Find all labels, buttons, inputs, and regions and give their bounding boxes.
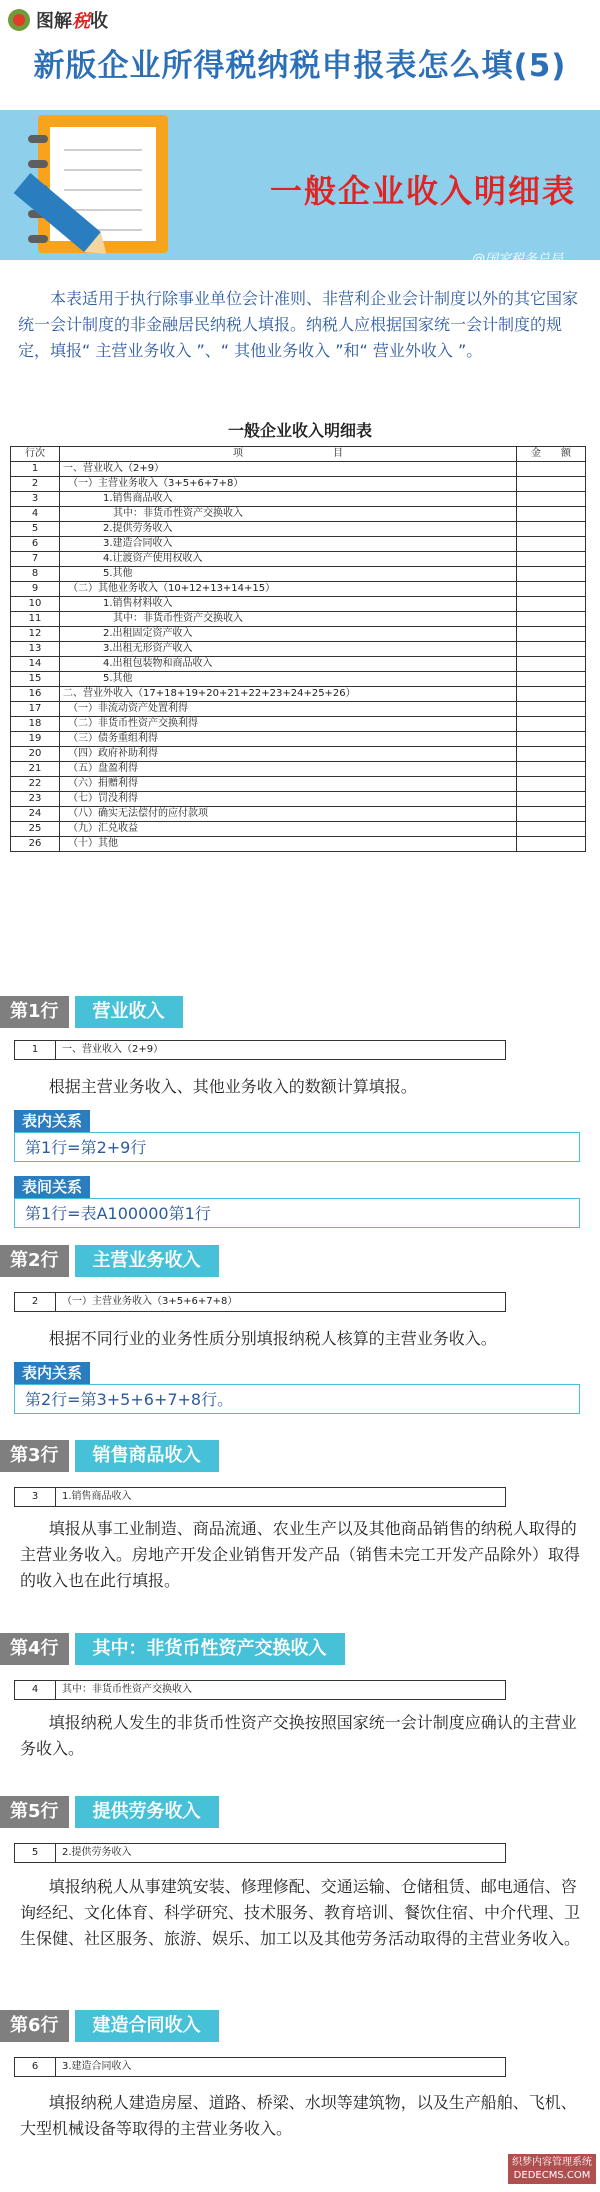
row-amount [517,582,586,597]
row-item: （六）捐赠利得 [60,777,517,792]
row-amount [517,822,586,837]
row-number: 6 [11,537,60,552]
row-item: （三）债务重组利得 [60,732,517,747]
section-row-box [14,2057,506,2077]
row-number: 1 [11,462,60,477]
section-number: 第5行 [0,1796,69,1828]
row-item: 5.其他 [60,672,517,687]
table-row [11,612,586,627]
table-row [11,642,586,657]
row-number: 24 [11,807,60,822]
section-description: 填报纳税人从事建筑安装、修理修配、交通运输、仓储租赁、邮电通信、咨询经纪、文化体育、科学研究、技术服务、教育培训、餐饮住宿、中介代理、卫生保健、社区服务、旅游、娱乐、加工以及其他劳务活动取得的主营业务收入。 [20,1877,581,1948]
row-item: （十）其他 [60,837,517,852]
relation-formula: 第1行=第2+9行 [14,1132,580,1162]
row-number: 18 [11,717,60,732]
section-description: 填报纳税人发生的非货币性资产交换按照国家统一会计制度应确认的主营业务收入。 [20,1713,577,1758]
table-row [11,522,586,537]
row-amount [517,627,586,642]
row-item: （七）罚没利得 [60,792,517,807]
table-row [11,837,586,852]
row-amount [517,612,586,627]
row-number: 15 [11,672,60,687]
row-amount [517,747,586,762]
table-row [11,777,586,792]
row-amount [517,462,586,477]
row-amount [517,507,586,522]
table-row [11,747,586,762]
col-header-no: 行次 [11,447,60,462]
row-number: 4 [11,507,60,522]
table-row [11,702,586,717]
row-number: 2 [11,477,60,492]
row-amount [517,552,586,567]
row-item: 其中：非货币性资产交换收入 [60,612,517,627]
section-header [0,1440,219,1472]
row-amount [517,657,586,672]
row-number: 14 [11,657,60,672]
row-item: 其中：非货币性资产交换收入 [60,507,517,522]
logo-icon [8,9,30,31]
row-number: 16 [11,687,60,702]
row-item: 4.出租包装物和商品收入 [60,657,517,672]
row-item: （五）盘盈利得 [60,762,517,777]
row-amount [517,522,586,537]
page-title: 新版企业所得税纳税申报表怎么填(5) [33,48,567,84]
row-number: 23 [11,792,60,807]
section-number: 第4行 [0,1633,69,1665]
table-row [11,552,586,567]
watermark [508,2154,596,2184]
relation-tag: 表内关系 [14,1362,90,1384]
row-number: 10 [11,597,60,612]
table-row [11,687,586,702]
row-number: 17 [11,702,60,717]
table-row [11,732,586,747]
section-row-number: 4 [15,1681,56,1699]
intro-text: 本表适用于执行除事业单位会计准则、非营利企业会计制度以外的其它国家统一会计制度的非金融居民纳税人填报。纳税人应根据国家统一会计制度的规定，填报“ 主营业务收入 ”、“ 其他业务收入 ”和“ 营业外收入 ”。 [18,289,579,360]
section-name: 提供劳务收入 [75,1796,219,1828]
row-item: （二）其他业务收入（10+12+13+14+15） [60,582,517,597]
table-row [11,477,586,492]
relation-formula: 第2行=第3+5+6+7+8行。 [14,1384,580,1414]
table-row [11,657,586,672]
row-item: （八）确实无法偿付的应付款项 [60,807,517,822]
table-row [11,807,586,822]
table-row [11,462,586,477]
section-number: 第2行 [0,1245,69,1277]
row-number: 22 [11,777,60,792]
row-item: 3.建造合同收入 [60,537,517,552]
banner-source: @国家税务总局 [472,252,564,267]
table-caption: 一般企业收入明细表 [227,421,372,440]
row-amount [517,792,586,807]
row-number: 3 [11,492,60,507]
table-row [11,582,586,597]
table-row [11,627,586,642]
section-row-box [14,1680,506,1700]
row-item: 一、营业收入（2+9） [60,462,517,477]
section-row-number: 2 [15,1293,56,1311]
row-item: 1.销售商品收入 [60,492,517,507]
table-row [11,567,586,582]
row-amount [517,477,586,492]
row-number: 20 [11,747,60,762]
section-row-label: 1.销售商品收入 [62,1491,132,1502]
section-description: 填报纳税人建造房屋、道路、桥梁、水坝等建筑物，以及生产船舶、飞机、大型机械设备等取得的主营业务收入。 [20,2093,577,2138]
table-row [11,762,586,777]
col-header-amount: 金 额 [517,447,586,462]
table-row [11,492,586,507]
table-row [11,672,586,687]
section-row-number: 1 [15,1041,56,1059]
table-header-row [11,447,586,462]
row-amount [517,702,586,717]
notepad-icon [38,115,168,253]
table-row [11,597,586,612]
watermark-line1: 织梦内容管理系统 [512,2157,592,2168]
section-row-box [14,1292,506,1312]
section-header [0,1796,219,1828]
row-amount [517,492,586,507]
section-row-label: 其中：非货币性资产交换收入 [62,1684,192,1695]
row-amount [517,732,586,747]
banner [0,110,600,267]
row-amount [517,567,586,582]
row-amount [517,837,586,852]
section-row-box [14,1843,506,1863]
row-amount [517,807,586,822]
section-header [0,1245,219,1277]
table-row [11,507,586,522]
row-amount [517,687,586,702]
watermark-line2: DEDECMS.COM [513,2170,591,2181]
logo-text: 图解税收 [36,11,108,32]
table-row [11,537,586,552]
section-name: 建造合同收入 [75,2010,219,2042]
income-table [10,446,586,852]
row-item: （四）政府补助利得 [60,747,517,762]
section-description: 根据主营业务收入、其他业务收入的数额计算填报。 [48,1077,417,1096]
row-number: 26 [11,837,60,852]
row-number: 11 [11,612,60,627]
row-number: 5 [11,522,60,537]
logo [8,6,108,34]
section-header [0,2010,219,2042]
banner-title: 一般企业收入明细表 [270,172,577,210]
row-item: 2.提供劳务收入 [60,522,517,537]
row-item: 二、营业外收入（17+18+19+20+21+22+23+24+25+26） [60,687,517,702]
section-header [0,996,183,1028]
section-row-number: 6 [15,2058,56,2076]
row-item: 1.销售材料收入 [60,597,517,612]
row-item: 2.出租固定资产收入 [60,627,517,642]
section-number: 第1行 [0,996,69,1028]
table-row [11,792,586,807]
row-item: （一）主营业务收入（3+5+6+7+8） [60,477,517,492]
row-number: 19 [11,732,60,747]
row-item: （二）非货币性资产交换利得 [60,717,517,732]
section-row-number: 3 [15,1488,56,1506]
row-amount [517,777,586,792]
section-row-box [14,1040,506,1060]
row-number: 12 [11,627,60,642]
row-number: 8 [11,567,60,582]
table-row [11,822,586,837]
row-item: （九）汇兑收益 [60,822,517,837]
section-row-label: 3.建造合同收入 [62,2061,132,2072]
row-number: 13 [11,642,60,657]
section-row-box [14,1487,506,1507]
section-row-number: 5 [15,1844,56,1862]
section-number: 第6行 [0,2010,69,2042]
row-amount [517,762,586,777]
row-amount [517,597,586,612]
section-name: 营业收入 [75,996,183,1028]
table-row [11,717,586,732]
section-row-label: 2.提供劳务收入 [62,1847,132,1858]
section-name: 主营业务收入 [75,1245,219,1277]
table-body [11,462,586,852]
relation-tag: 表间关系 [14,1176,90,1198]
section-row-label: （一）主营业务收入（3+5+6+7+8） [62,1296,238,1307]
col-header-item: 项 目 [60,447,517,462]
relation-formula: 第1行=表A100000第1行 [14,1198,580,1228]
row-number: 9 [11,582,60,597]
section-header [0,1633,345,1665]
row-amount [517,717,586,732]
row-amount [517,537,586,552]
row-amount [517,642,586,657]
section-name: 其中：非货币性资产交换收入 [75,1633,345,1665]
row-item: 3.出租无形资产收入 [60,642,517,657]
row-item: 4.让渡资产使用权收入 [60,552,517,567]
row-item: 5.其他 [60,567,517,582]
section-row-label: 一、营业收入（2+9） [62,1044,164,1055]
row-number: 21 [11,762,60,777]
row-number: 7 [11,552,60,567]
section-description: 根据不同行业的业务性质分别填报纳税人核算的主营业务收入。 [48,1329,497,1348]
relation-tag: 表内关系 [14,1110,90,1132]
row-amount [517,672,586,687]
row-item: （一）非流动资产处置利得 [60,702,517,717]
section-name: 销售商品收入 [75,1440,219,1472]
row-number: 25 [11,822,60,837]
section-description: 填报从事工业制造、商品流通、农业生产以及其他商品销售的纳税人取得的主营业务收入。房地产开发企业销售开发产品（销售未完工开发产品除外）取得的收入也在此行填报。 [20,1519,581,1590]
section-number: 第3行 [0,1440,69,1472]
